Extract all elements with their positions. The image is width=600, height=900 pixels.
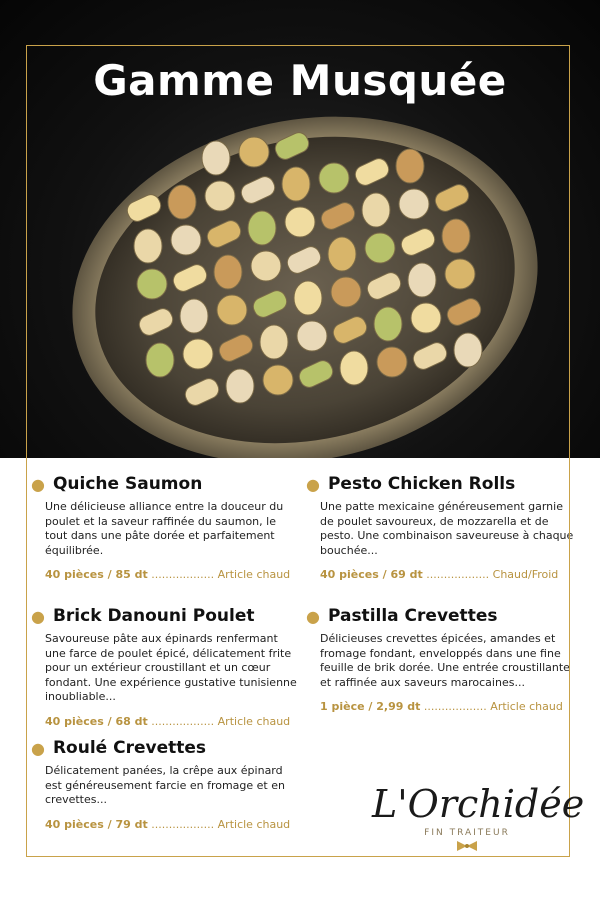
brand-logo — [372, 782, 585, 852]
item-type: Chaud/Froid — [492, 568, 559, 581]
food-piece — [146, 343, 174, 377]
food-piece — [399, 189, 429, 219]
food-piece — [328, 237, 356, 271]
item-name: Brick Danouni Poulet — [52, 606, 255, 626]
item-description: Délicatement panées, la crêpe aux épinard est généreusement farcie en fromage et en crevettes... — [45, 764, 285, 806]
food-piece — [408, 263, 436, 297]
food-piece — [365, 233, 395, 263]
logo-tagline: FIN TRAITEUR — [424, 828, 510, 838]
menu-item-pesto-chicken-rolls — [306, 474, 575, 581]
food-piece — [374, 307, 402, 341]
food-piece — [137, 269, 167, 299]
item-price: 40 pièces / 68 dt — [45, 714, 148, 728]
item-price: 40 pièces / 85 dt — [45, 568, 148, 581]
food-piece — [285, 207, 315, 237]
gold-dot-icon: ● — [31, 738, 45, 758]
food-piece — [454, 333, 482, 367]
item-type: Article chaud — [217, 714, 291, 728]
food-piece — [214, 255, 242, 289]
food-piece — [282, 167, 310, 201]
item-heading — [306, 606, 575, 626]
item-name: Pesto Chicken Rolls — [327, 474, 516, 494]
food-piece — [263, 365, 293, 395]
food-piece — [171, 225, 201, 255]
item-type: Article chaud — [217, 568, 291, 581]
item-price-line — [320, 568, 575, 581]
item-dots: .................. — [147, 568, 218, 581]
menu-item-roule-crevettes — [31, 738, 300, 831]
item-heading — [31, 738, 300, 758]
gold-dot-icon: ● — [306, 474, 320, 494]
item-price-line — [320, 700, 575, 713]
food-piece — [340, 351, 368, 385]
item-dots: .................. — [422, 568, 493, 581]
item-description: Délicieuses crevettes épicées, amandes et fromage fondant, enveloppés dans une fine feuille de brik dorée. Une entrée croustillante et raffinée aux saveurs marocaines... — [320, 632, 570, 689]
gold-dot-icon: ● — [31, 606, 45, 626]
food-piece — [297, 321, 327, 351]
food-piece — [183, 339, 213, 369]
food-piece — [248, 211, 276, 245]
food-piece — [205, 181, 235, 211]
food-piece — [260, 325, 288, 359]
item-type: Article chaud — [490, 700, 563, 713]
food-piece — [331, 277, 361, 307]
food-piece — [362, 193, 390, 227]
item-price: 40 pièces / 69 dt — [320, 568, 423, 581]
item-dots: .................. — [147, 817, 218, 831]
logo-name: L'Orchidée — [372, 782, 585, 826]
food-piece — [396, 149, 424, 183]
item-price-line — [45, 818, 300, 831]
item-name: Pastilla Crevettes — [327, 606, 498, 626]
gold-dot-icon: ● — [306, 606, 320, 626]
item-price-line — [45, 568, 300, 581]
food-piece — [239, 137, 269, 167]
item-heading — [306, 474, 575, 494]
item-heading — [31, 474, 300, 494]
menu-item-quiche-saumon — [31, 474, 300, 581]
item-description: Savoureuse pâte aux épinards renfermant une farce de poulet épicé, délicatement frite pour un extérieur croustillant et un cœur fondant. Une expérience gustative tunisienne inoubliable... — [45, 632, 297, 703]
item-description: Une délicieuse alliance entre la douceur du poulet et la saveur raffinée du saumon, le tout dans une pâte dorée et parfaitement équilibrée. — [45, 500, 284, 557]
item-name: Quiche Saumon — [52, 474, 203, 494]
food-piece — [377, 347, 407, 377]
food-piece — [168, 185, 196, 219]
item-price-line — [45, 715, 300, 728]
item-price: 40 pièces / 79 dt — [45, 817, 148, 831]
food-piece — [217, 295, 247, 325]
food-piece — [411, 303, 441, 333]
food-piece — [445, 259, 475, 289]
item-dots: .................. — [147, 714, 218, 728]
item-price: 1 pièce / 2,99 dt — [320, 700, 421, 713]
food-piece — [180, 299, 208, 333]
food-piece — [226, 369, 254, 403]
item-dots: .................. — [420, 700, 491, 713]
food-piece — [442, 219, 470, 253]
food-piece — [294, 281, 322, 315]
food-piece — [134, 229, 162, 263]
food-piece — [319, 163, 349, 193]
bow-icon — [455, 840, 479, 852]
item-type: Article chaud — [217, 817, 291, 831]
item-name: Roulé Crevettes — [52, 738, 207, 758]
page-title: Gamme Musquée — [93, 56, 507, 105]
item-heading — [31, 606, 300, 626]
gold-dot-icon: ● — [31, 474, 45, 494]
food-piece — [202, 141, 230, 175]
menu-item-pastilla-crevettes — [306, 606, 575, 713]
item-description: Une patte mexicaine généreusement garnie de poulet savoureux, de mozzarella et de pesto. Une combinaison saveureuse à chaque bouchée... — [320, 500, 574, 557]
food-piece — [251, 251, 281, 281]
menu-item-brick-danouni-poulet — [31, 606, 300, 728]
